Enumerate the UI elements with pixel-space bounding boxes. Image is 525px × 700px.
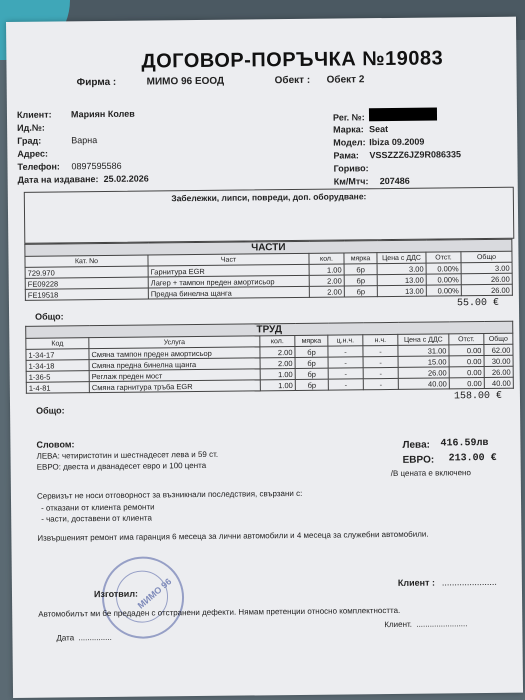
cell: 0.00 <box>449 345 484 356</box>
disclaimer-line: - отказани от клиента ремонти <box>41 502 155 513</box>
cell: - <box>328 379 363 390</box>
parts-section <box>24 239 513 301</box>
cell: Лагер + тампон преден амортисьор <box>148 275 309 288</box>
cell: 1-36-5 <box>26 371 89 383</box>
cell: 40.00 <box>398 378 449 390</box>
make-label: Марка: <box>333 124 364 135</box>
cell: Предна бинелна щанга <box>148 286 309 299</box>
disclaimer-line: Сервизът не носи отговорност за възникнали последствия, свързани с: <box>36 488 303 501</box>
cell: - <box>363 356 398 367</box>
labor-col-header: ц.н.ч. <box>328 335 363 346</box>
parts-col-header: мярка <box>344 253 377 264</box>
km-label: Км/Мтч: <box>333 176 369 187</box>
page-title: ДОГОВОР-ПОРЪЧКА №19083 <box>141 47 444 73</box>
cell: FE19518 <box>25 288 148 300</box>
cell: 40.00 <box>484 377 513 388</box>
cell: бр <box>344 264 377 275</box>
object-label: Обект : <box>274 74 311 87</box>
labor-col-header: Цена с ДДС <box>398 334 449 346</box>
cell: 2.00 <box>309 275 344 286</box>
address-label: Адрес: <box>17 148 49 159</box>
phone-value: 0897595586 <box>71 160 122 172</box>
cell: 3.00 <box>377 263 426 275</box>
parts-col-header: Отст. <box>426 252 461 263</box>
labor-title: ТРУД <box>26 321 513 338</box>
made-by-label: Изготвил: <box>93 588 139 600</box>
warranty-text: Извършеният ремонт има гаранция 6 месеца за лични автомобили и 4 месеца за служебни автомобили. <box>37 529 429 543</box>
model-label: Модел: <box>333 137 366 148</box>
client-sign-label: Клиент : <box>397 577 436 588</box>
parts-total-label: Общо: <box>35 311 64 322</box>
fuel-label: Гориво: <box>333 163 369 174</box>
labor-col-header: Общо <box>484 333 513 344</box>
labor-total-value: 158.00 € <box>453 390 503 403</box>
cell: 0.00% <box>426 274 461 285</box>
parts-col-header: Общо <box>461 251 512 263</box>
cell: 31.00 <box>398 345 449 357</box>
cell: 13.00 <box>377 274 426 286</box>
reg-label: Рег. №: <box>332 112 365 123</box>
cell: 0.00 <box>449 378 484 389</box>
cell: 26.00 <box>461 273 512 285</box>
cell: 2.00 <box>260 346 295 357</box>
parts-col-header: кол. <box>309 253 344 264</box>
total-eur-value: 213.00 € <box>448 452 497 465</box>
notes-box <box>24 187 515 244</box>
cell: 729.970 <box>25 266 148 278</box>
cell: - <box>363 367 398 378</box>
client2-sign-label: Клиент. <box>384 619 413 630</box>
labor-col-header: Код <box>26 338 89 350</box>
labor-total-label: Общо: <box>36 405 65 416</box>
cell: Смяна тампон преден амортисьор <box>89 347 260 360</box>
cell: бр <box>295 346 328 357</box>
cell: бр <box>295 379 328 390</box>
cell: 1-34-17 <box>26 349 89 361</box>
client-label: Клиент: <box>16 109 52 120</box>
firm-value: МИМО 96 ЕООД <box>146 75 225 88</box>
cell: - <box>328 346 363 357</box>
cell: 30.00 <box>484 355 513 366</box>
parts-col-header: Цена с ДДС <box>377 252 426 264</box>
firm-label: Фирма : <box>76 76 117 89</box>
phone-label: Телефон: <box>17 161 60 172</box>
cell: - <box>328 357 363 368</box>
words-bgn: ЛЕВА: четиристотин и шестнадесет лева и 59 ст. <box>36 449 219 461</box>
labor-col-header: н.ч. <box>363 334 398 345</box>
cell: 1.00 <box>260 368 295 379</box>
parts-title: ЧАСТИ <box>25 239 512 256</box>
parts-table <box>24 239 513 301</box>
date-label: Дата на издаване: <box>17 174 99 185</box>
cell: - <box>328 368 363 379</box>
cell: Реглаж преден мост <box>89 369 260 382</box>
labor-col-header: Отст. <box>449 334 484 345</box>
labor-col-header: кол. <box>260 335 295 346</box>
cell: бр <box>344 275 377 286</box>
cell: 62.00 <box>484 344 513 355</box>
cell: бр <box>344 286 377 297</box>
cell: 0.00 <box>449 367 484 378</box>
cell: 3.00 <box>461 262 512 274</box>
labor-table <box>25 321 514 394</box>
cell: 0.00% <box>426 263 461 274</box>
acceptance-text: Автомобилът ми бе предаден с отстранени дефекти. Нямам претенции относно комплектността. <box>38 605 401 619</box>
client-sign-line: ...................... <box>441 576 497 588</box>
cell: 1.00 <box>260 379 295 390</box>
total-bgn-label: Лева: <box>402 439 431 451</box>
make-value: Seat <box>369 124 389 135</box>
date-value: 25.02.2026 <box>103 173 149 184</box>
object-value: Обект 2 <box>326 74 365 86</box>
total-eur-label: ЕВРО: <box>402 454 435 466</box>
cell: Смяна предна бинелна щанга <box>89 358 260 371</box>
parts-col-header: Кат. No <box>25 255 148 267</box>
id-label: Ид.№: <box>17 122 45 133</box>
redacted-plate <box>369 107 437 121</box>
parts-col-header: Част <box>148 253 309 266</box>
labor-section <box>25 321 514 394</box>
cell: 13.00 <box>377 285 426 297</box>
city-label: Град: <box>17 135 42 146</box>
cell: 26.00 <box>484 366 513 377</box>
km-value: 207486 <box>379 175 410 187</box>
cell: 26.00 <box>398 367 449 379</box>
vat-note: /В цената е включено <box>390 468 471 478</box>
parts-total-value: 55.00 € <box>456 297 500 310</box>
cell: 0.00 <box>449 356 484 367</box>
total-bgn-value: 416.59лв <box>440 437 489 450</box>
cell: - <box>363 345 398 356</box>
cell: Гарнитура EGR <box>148 264 309 277</box>
disclaimer-line: - части, доставени от клиента <box>41 513 152 524</box>
frame-label: Рама: <box>333 150 359 161</box>
model-value: Ibiza 09.2009 <box>369 136 425 148</box>
cell: 26.00 <box>461 284 512 296</box>
date-sign-line: ............... <box>78 632 112 643</box>
document-page <box>6 17 523 698</box>
client2-sign-line: ....................... <box>416 619 468 629</box>
cell: бр <box>295 357 328 368</box>
city-value: Варна <box>71 135 98 146</box>
cell: 0.00% <box>426 285 461 296</box>
labor-col-header: Услуга <box>89 336 260 349</box>
words-label: Словом: <box>36 439 75 450</box>
cell: бр <box>295 368 328 379</box>
cell: 2.00 <box>260 357 295 368</box>
cell: 1-4-81 <box>26 382 89 394</box>
cell: Смяна гарнитура тръба EGR <box>89 380 260 393</box>
date-sign-label: Дата <box>56 633 75 643</box>
cell: 1.00 <box>309 264 344 275</box>
words-eur: ЕВРО: двеста и дванадесет евро и 100 цента <box>36 460 207 472</box>
stamp-text: МИМО 96 <box>135 576 174 611</box>
cell: 15.00 <box>398 356 449 368</box>
labor-col-header: мярка <box>295 335 328 346</box>
frame-value: VSSZZZ6JZ9R086335 <box>369 149 462 161</box>
client-value: Мариян Колев <box>70 108 135 120</box>
cell: 2.00 <box>309 286 344 297</box>
cell: - <box>363 378 398 389</box>
cell: 1-34-18 <box>26 360 89 372</box>
cell: FE09228 <box>25 277 148 289</box>
notes-title: Забележки, липси, повреди, доп. оборудване: <box>171 191 367 204</box>
